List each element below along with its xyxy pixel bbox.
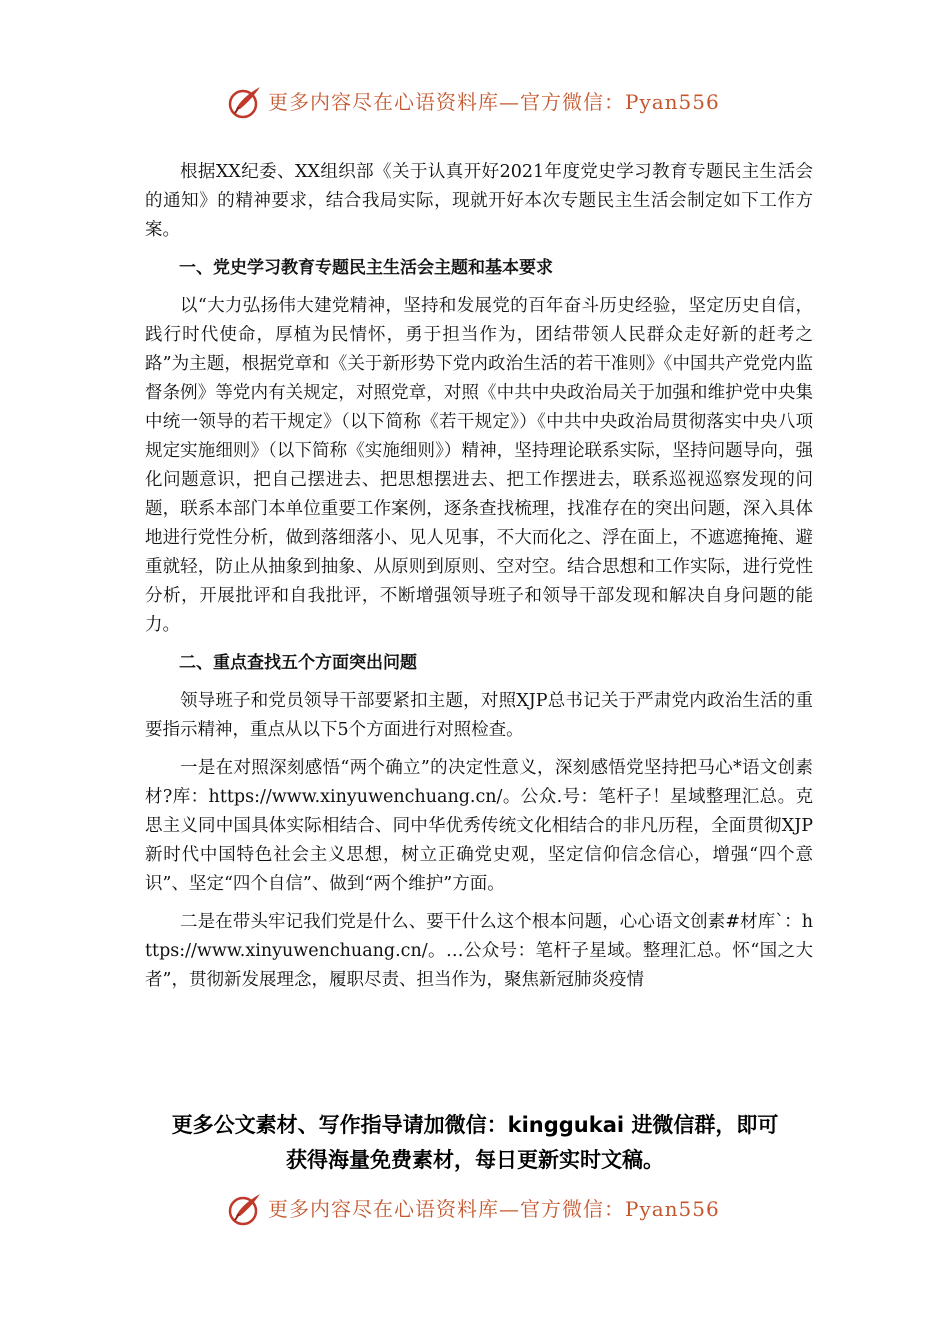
document-body bbox=[145, 158, 813, 1004]
promo-line-1: 更多公文素材、写作指导请加微信：kinggukai 进微信群，即可 bbox=[171, 1113, 779, 1137]
paragraph: 一是在对照深刻感悟“两个确立”的决定性意义，深刻感悟党坚持把马心*语文创素材?库：https://www.xinyuwenchuang.cn/。公众.号：笔杆子！星域整理汇总。克思主义同中国具体实际相结合、同中华优秀传统文化相结合的非凡历程，全面贯彻XJP新时代中国特色社会主义思想，树立正确党史观，坚定信仰信念信心，增强“四个意识”、坚定“四个自信”、做到“两个维护”方面。 bbox=[145, 758, 813, 894]
banner-text: 更多内容尽在心语资料库—官方微信：Pyan556 bbox=[268, 90, 720, 114]
quill-logo-icon bbox=[226, 1190, 264, 1228]
section-heading-2: 二、重点查找五个方面突出问题 bbox=[179, 653, 417, 673]
quill-logo-icon bbox=[226, 83, 264, 121]
promo-line-2: 获得海量免费素材，每日更新实时文稿。 bbox=[286, 1148, 664, 1172]
paragraph: 二是在带头牢记我们党是什么、要干什么这个根本问题，心心语文创素#材库`：https://www.xinyuwenchuang.cn/。…公众号：笔杆子星域。整理汇总。怀“国之大者”，贯彻新发展理念，履职尽责、担当作为，聚焦新冠肺炎疫情 bbox=[145, 912, 813, 990]
intro-paragraph: 根据XX纪委、XX组织部《关于认真开好2021年度党史学习教育专题民主生活会的通知》的精神要求，结合我局实际，现就开好本次专题民主生活会制定如下工作方案。 bbox=[145, 162, 813, 240]
header-banner bbox=[0, 83, 950, 123]
section-heading-1: 一、党史学习教育专题民主生活会主题和基本要求 bbox=[179, 258, 553, 278]
banner-text: 更多内容尽在心语资料库—官方微信：Pyan556 bbox=[268, 1197, 720, 1221]
paragraph: 以“大力弘扬伟大建党精神，坚持和发展党的百年奋斗历史经验，坚定历史自信，践行时代使命，厚植为民情怀，勇于担当作为，团结带领人民群众走好新的赶考之路”为主题，根据党章和《关于新形势下党内政治生活的若干准则》《中国共产党党内监督条例》等党内有关规定，对照党章，对照《中共中央政治局关于加强和维护党中央集中统一领导的若干规定》（以下简称《若干规定》）《中共中央政治局贯彻落实中央八项规定实施细则》（以下简称《实施细则》）精神，坚持理论联系实际，坚持问题导向，强化问题意识，把自己摆进去、把思想摆进去、把工作摆进去，联系巡视巡察发现的问题，联系本部门本单位重要工作案例，逐条查找梳理，找准存在的突出问题，深入具体地进行党性分析，做到落细落小、见人见事，不大而化之、浮在面上，不遮遮掩掩、避重就轻，防止从抽象到抽象、从原则到原则、空对空。结合思想和工作实际，进行党性分析，开展批评和自我批评，不断增强领导班子和领导干部发现和解决自身问题的能力。 bbox=[145, 296, 813, 635]
footer-banner bbox=[0, 1190, 950, 1230]
promo-notice bbox=[100, 1108, 850, 1178]
paragraph: 领导班子和党员领导干部要紧扣主题，对照XJP总书记关于严肃党内政治生活的重要指示精神，重点从以下5个方面进行对照检查。 bbox=[145, 691, 813, 740]
